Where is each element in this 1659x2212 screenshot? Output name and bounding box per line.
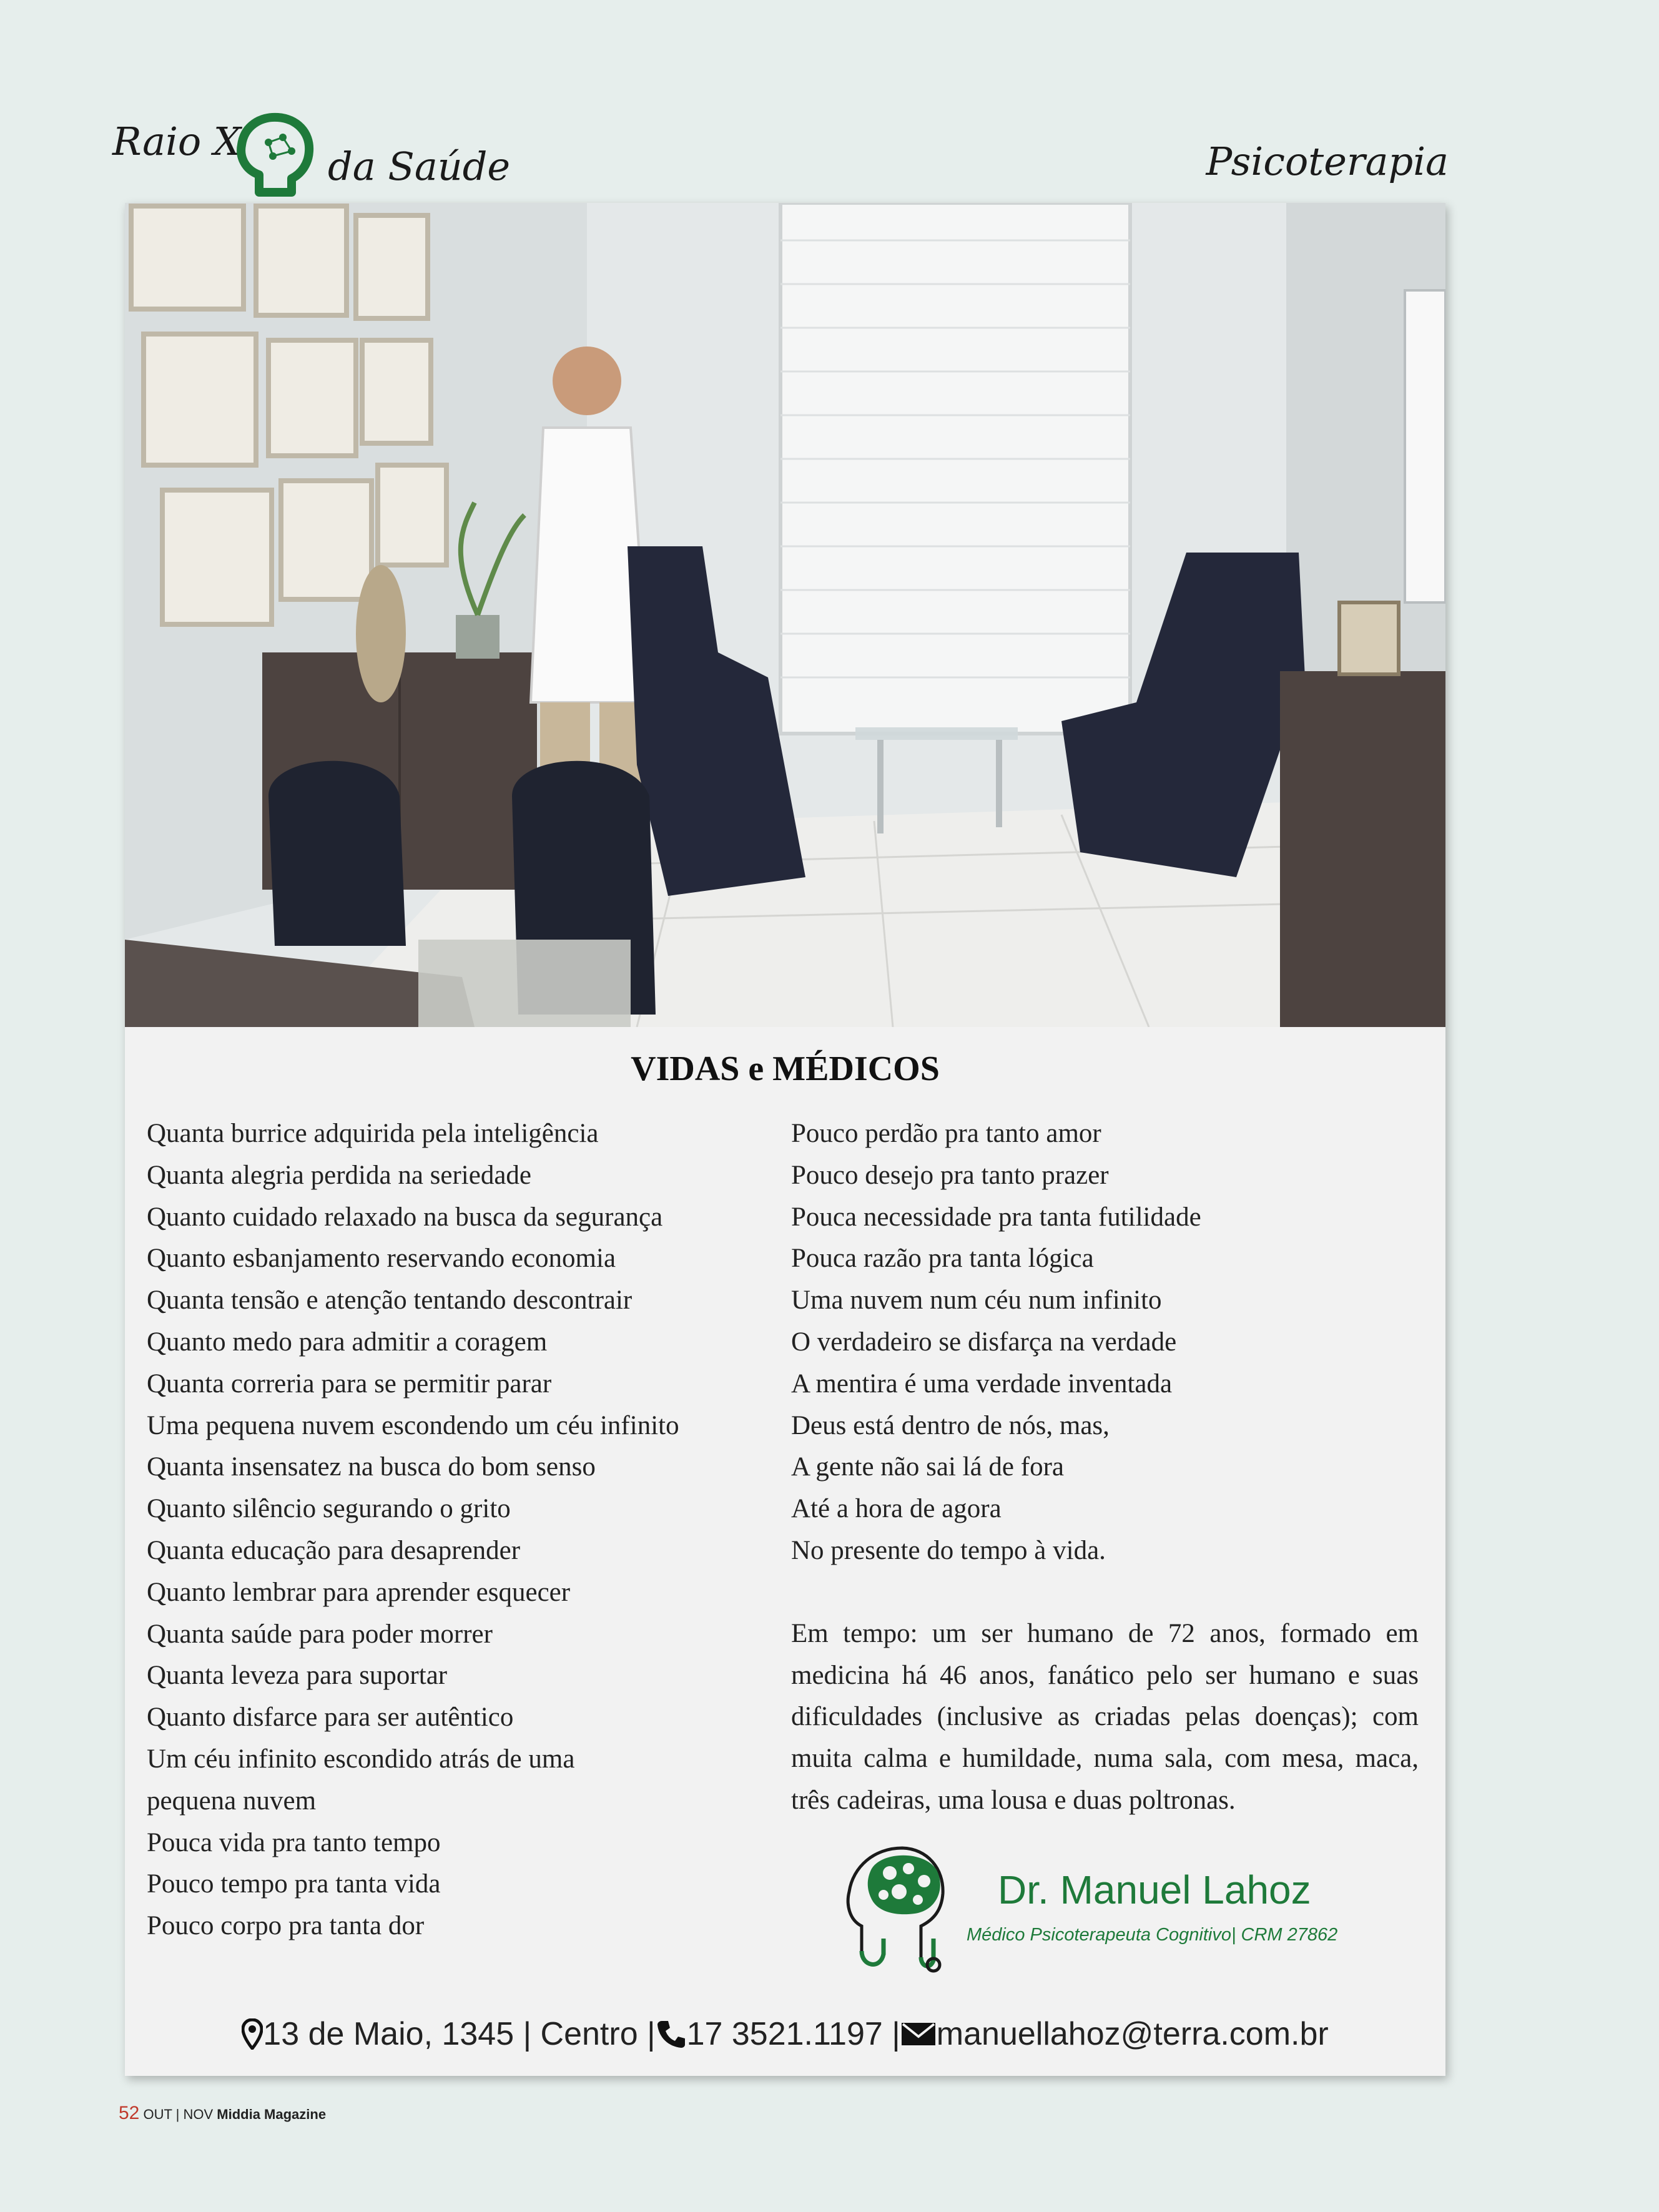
poem-line: Quanta burrice adquirida pela inteligência: [147, 1119, 599, 1148]
doctor-credentials: Médico Psicoterapeuta Cognitivo| CRM 27862: [967, 1925, 1338, 1945]
poem-line: Quanta saúde para poder morrer: [147, 1619, 493, 1649]
poem-title: VIDAS e MÉDICOS: [631, 1049, 940, 1088]
section-title: Psicoterapia: [1206, 139, 1449, 184]
doctor-name: Dr. Manuel Lahoz: [998, 1867, 1311, 1912]
contact-email[interactable]: manuellahoz@terra.com.br: [936, 2016, 1329, 2053]
poem-line: A mentira é uma verdade inventada: [791, 1369, 1173, 1398]
contact-phone: 17 3521.1197 |: [686, 2016, 900, 2053]
contact-bar: [125, 2013, 1445, 2053]
poem-line: Pouco corpo pra tanta dor: [147, 1911, 425, 1941]
poem-line: Uma nuvem num céu num infinito: [791, 1285, 1162, 1315]
header-title-part2: da Saúde: [328, 144, 511, 189]
poem-line: A gente não sai lá de fora: [791, 1452, 1064, 1482]
stethoscope-head-icon: [843, 1832, 949, 1976]
poem-line: Quanto disfarce para ser autêntico: [147, 1703, 514, 1733]
poem-column-left: [147, 1113, 771, 1947]
poem-line: Quanto esbanjamento reservando economia: [147, 1244, 616, 1274]
poem-line: Pouco tempo pra tanta vida: [147, 1869, 441, 1899]
poem-line: Pouco desejo pra tanto prazer: [791, 1160, 1109, 1190]
page-number: 52: [119, 2103, 140, 2123]
header-title-part1: Raio X: [112, 119, 242, 164]
poem-line: Pouca vida pra tanto tempo: [147, 1827, 441, 1857]
poem-line: pequena nuvem: [147, 1786, 317, 1816]
closing-paragraph: Em tempo: um ser humano de 72 anos, formado em medicina há 46 anos, fanático pelo ser humano e suas dificuldades (inclusive as criadas pelas doenças); com muita calma e humildade, numa sala, com mesa, maca, três cadeiras, uma lousa e duas poltronas.: [791, 1618, 1419, 1815]
poem-line: Quanta insensatez na busca do bom senso: [147, 1452, 596, 1482]
office-illustration: [125, 203, 1445, 1027]
poem-line: Quanto silêncio segurando o grito: [147, 1494, 511, 1524]
poem-line: Pouca necessidade pra tanta futilidade: [791, 1202, 1201, 1232]
poem-line: Quanto cuidado relaxado na busca da segurança: [147, 1202, 663, 1232]
poem-line: Pouca razão pra tanta lógica: [791, 1244, 1094, 1274]
office-photo: [125, 203, 1445, 1027]
poem-line: Quanta educação para desaprender: [147, 1535, 521, 1565]
poem-column-right: [791, 1113, 1419, 1822]
poem-line: Até a hora de agora: [791, 1494, 1002, 1524]
poem-line: Pouco perdão pra tanto amor: [791, 1119, 1101, 1148]
poem-line: Um céu infinito escondido atrás de uma: [147, 1744, 575, 1774]
poem-line: Deus está dentro de nós, mas,: [791, 1410, 1110, 1440]
issue-label: OUT | NOV: [143, 2106, 214, 2122]
head-gears-logo-icon: [234, 112, 315, 200]
author-signature: [843, 1832, 1405, 1976]
map-pin-icon: [242, 2018, 263, 2050]
article-panel: [125, 203, 1445, 2076]
envelope-icon: [900, 2022, 937, 2047]
poem-line: No presente do tempo à vida.: [791, 1535, 1106, 1565]
poem-line: O verdadeiro se disfarça na verdade: [791, 1327, 1177, 1357]
poem-line: Quanto medo para admitir a coragem: [147, 1327, 548, 1357]
poem-line: Quanta alegria perdida na seriedade: [147, 1160, 532, 1190]
poem-line: Uma pequena nuvem escondendo um céu infinito: [147, 1410, 679, 1440]
poem-line: Quanto lembrar para aprender esquecer: [147, 1577, 571, 1607]
contact-address: 13 de Maio, 1345 | Centro |: [263, 2016, 656, 2053]
phone-icon: [656, 2018, 687, 2050]
poem-line: Quanta correria para se permitir parar: [147, 1369, 552, 1398]
poem-line: Quanta tensão e atenção tentando descontrair: [147, 1285, 633, 1315]
page-footer: [119, 2103, 326, 2124]
poem-line: Quanta leveza para suportar: [147, 1661, 448, 1691]
magazine-name: Middia Magazine: [217, 2106, 327, 2122]
